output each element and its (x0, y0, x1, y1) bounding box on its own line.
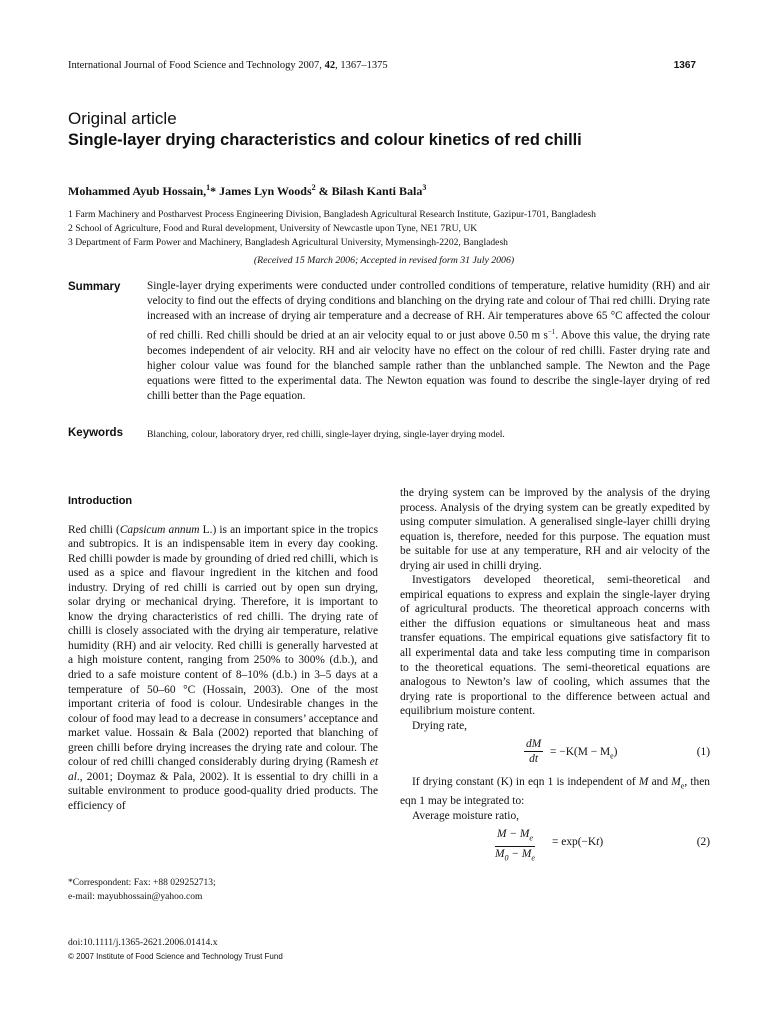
author-name: Bilash Kanti Bala (331, 184, 423, 198)
body-column-left (68, 486, 378, 813)
author-name: Mohammed Ayub Hossain, (68, 184, 207, 198)
author-name: James Lyn Woods (219, 184, 312, 198)
keywords-label: Keywords (68, 427, 123, 439)
paragraph: If drying constant (K) in eqn 1 is independent of M and $M_e$, then eqn 1 may be integrated to: (400, 776, 710, 808)
summary-label: Summary (68, 281, 121, 293)
journal-citation: International Journal of Food Science and Technology 2007, 42, 1367–1375 (68, 60, 388, 71)
paragraph: Average moisture ratio, (412, 809, 520, 822)
author-list: Mohammed Ayub Hossain,$^1$* James Lyn Woods$^2$ & Bilash Kanti Bala$^3$ (68, 183, 427, 198)
equation-1: $\frac{dM}{dt}$ = $-K(M - M_e)$ (1) (526, 738, 710, 766)
body-column-right (400, 486, 710, 865)
summary-text: Single-layer drying experiments were conducted under controlled conditions of temperature, relative humidity (RH) and air velocity to find out the effects of drying conditions and blanching on the drying rate and colour of Thai red chilli. Drying rate increased with an increase of drying air temperature and a decrease of RH. Air temperatures above 65 °C affected the colour of red chilli. Red chilli should be dried at an air velocity equal to or just above 0.50 m $s^{-1}$. Above this value, the drying rate becomes independent of air velocity. RH and air velocity have no effect on the colour of red chilli. Faster drying rate and higher colour value was found for the blanched sample rather than the unblanched sample. The Newton and the Page equations were fitted to the experimental data. The Newton equation was found to describe the single-layer drying of red chilli better than the Page equation. (147, 280, 710, 403)
article-title: Single-layer drying characteristics and colour kinetics of red chilli (68, 131, 582, 149)
email-address: e-mail: mayubhossain@yahoo.com (68, 892, 203, 902)
correspondence-footnote: *Correspondent: Fax: +88 029252713; e-mail: mayubhossain@yahoo.com (68, 878, 216, 902)
section-heading-introduction: Introduction (68, 495, 133, 507)
equation-2: $\frac{M - M_e}{M_0 - M_e}$ = exp(−Kt) (2) (400, 827, 710, 861)
affiliation: 2 School of Agriculture, Food and Rural development, University of Newcastle upon Tyne, NE1 7RU, UK (68, 223, 478, 234)
keywords-text: Blanching, colour, laboratory dryer, red chilli, single-layer drying, single-layer drying model. (147, 429, 505, 440)
page-number: 1367 (673, 60, 696, 71)
doi: doi:10.1111/j.1365-2621.2006.01414.x (68, 937, 218, 948)
article-type: Original article (68, 109, 177, 128)
paragraph: the drying system can be improved by the analysis of the drying process. Analysis of the drying system can be greatly expedited by using computer simulation. A generalised single-layer chilli drying equation is, therefore, needed for this purpose. The equation must be suitable for use at any temperature, RH and air velocity of the drying air used in chilli drying. (400, 487, 710, 572)
copyright-notice: © 2007 Institute of Food Science and Technology Trust Fund (68, 952, 283, 961)
paragraph: Investigators developed theoretical, semi-theoretical and empirical equations to express and explain the single-layer drying of agricultural products. The theoretical approach concerns with either the diffusion equations or simultaneous heat and mass transfer equations. The empirical equations give satisfactory fit to all experimental data and take less computing time in comparison to the theoretical equations. The semi-theoretical equations are analogous to Newton’s law of cooling, which assumes that the drying rate is proportional to the difference between actual and equilibrium moisture content. (400, 574, 710, 718)
equation-fraction: $\frac{dM}{dt}$ (526, 738, 542, 766)
equation-number: (1) (696, 746, 710, 759)
affiliation: 1 Farm Machinery and Postharvest Process Engineering Division, Bangladesh Agricultural Research Institute, Gazipur-1701, Bangladesh (68, 209, 596, 220)
paragraph: Red chilli (Capsicum annum L.) is an important spice in the tropics and subtropics. It is an indispensable item in every day cooking. Red chilli powder is made by grounding of dried red chilli, which is used as a spice and flavour ingredient in the kitchen and food industry. Drying of red chilli is carried out by open sun drying, solar drying or mechanical drying. Therefore, it is important to know the drying characteristics of red chilli. The drying rate of chilli is closely associated with the drying air temperature, relative humidity (RH) and air velocity. Red chilli is generally harvested at a high moisture content, ranging from 250% to 300% (d.b.), and dried to a safe moisture content of 8–10% (d.b.) in 3–5 days at a temperature of 50–60 °C (Hossain, 2003). One of the most important criteria of food is colour. Undesirable changes in the colour of food may lead to a decrease in consumers’ acceptance and market value. Hossain & Bala (2002) reported that blanching of green chilli before drying increases the drying rate and colour. The colour of red chilli changed considerably during drying (Ramesh et al., 2001; Doymaz & Pala, 2002). It is essential to dry chilli in a suitable environment to produce good-quality dried products. The efficiency of (68, 523, 379, 812)
equation-fraction: $\frac{M - M_e}{M_0 - M_e}$ (495, 828, 535, 862)
affiliations (68, 208, 596, 250)
received-dates: (Received 15 March 2006; Accepted in revised form 31 July 2006) (253, 255, 515, 266)
affiliation: 3 Department of Farm Power and Machinery, Bangladesh Agricultural University, Mymensingh-2202, Bangladesh (68, 237, 508, 248)
paragraph: Drying rate, (412, 719, 468, 732)
equation-number: (2) (696, 836, 710, 849)
